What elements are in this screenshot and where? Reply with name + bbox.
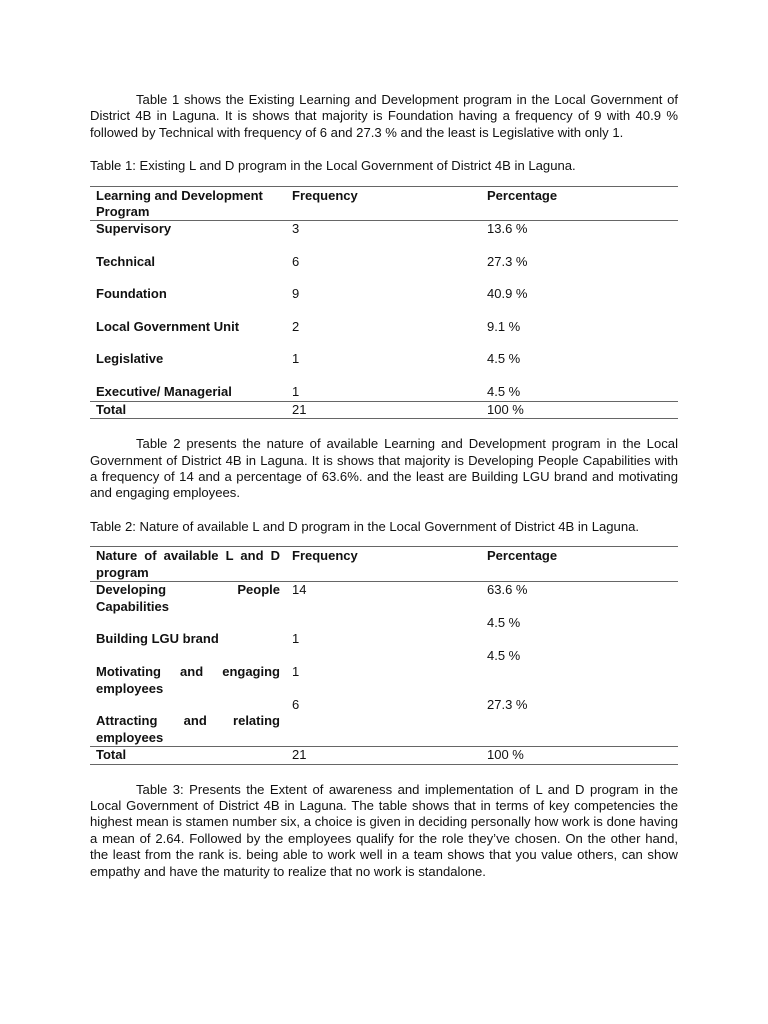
table1-row-percentage: 4.5 % [487, 351, 521, 367]
table1-row-label: Executive/ Managerial [96, 384, 232, 400]
paragraph-table2-intro: Table 2 presents the nature of available Learning and Development program in the Local Government of District 4B in Laguna. It is shows that majority is Developing People Capabilities with a frequency of 14 and a percentage of 63.6%. and the least are Building LGU brand and motivating and engaging employees. [90, 436, 678, 501]
table2-header-row [90, 547, 678, 582]
table2-label: Developing People Capabilities [96, 582, 280, 614]
table-row [90, 582, 678, 747]
table2-percentage: 63.6 % [487, 582, 528, 598]
table1-row-label: Technical [96, 254, 156, 270]
table2-header-nature: Nature of available L and D program [90, 547, 286, 582]
table2-frequency: 1 [292, 631, 300, 647]
table1-row-frequency: 1 [292, 384, 300, 400]
table2-total-percentage: 100 % [481, 747, 678, 764]
table2-percentage: 4.5 % [487, 648, 521, 664]
table1-total-percentage: 100 % [481, 401, 678, 418]
table1-row-frequency: 3 [292, 221, 300, 237]
table2-label: Attracting and relating employees [96, 713, 280, 745]
table1-row-frequency: 6 [292, 254, 300, 270]
table2 [90, 546, 678, 764]
table1-row-label: Local Government Unit [96, 319, 240, 335]
table1-row-percentage: 13.6 % [487, 221, 528, 237]
table-row [90, 221, 678, 255]
table-row [90, 384, 678, 401]
table2-col3-cell [481, 582, 678, 747]
table1-header-percentage: Percentage [481, 186, 678, 221]
table2-label: Building LGU brand [96, 631, 219, 647]
table2-caption: Table 2: Nature of available L and D program in the Local Government of District 4B in Laguna. [90, 518, 640, 534]
table-row [90, 351, 678, 384]
table1-total-label: Total [90, 401, 286, 418]
table1-total-frequency: 21 [286, 401, 481, 418]
paragraph-table1-intro: Table 1 shows the Existing Learning and Development program in the Local Government of District 4B in Laguna. It is shows that majority is Foundation having a frequency of 9 with 40.9 % followed by Technical with frequency of 6 and 27.3 % and the least is Legislative with only 1. [90, 92, 678, 140]
table1-row-label: Foundation [96, 286, 167, 302]
table1-total-row [90, 401, 678, 418]
table1-row-frequency: 2 [292, 319, 300, 335]
table2-frequency: 1 [292, 664, 300, 680]
table2-header-frequency: Frequency [286, 547, 481, 582]
document-page [90, 92, 678, 880]
table2-frequency: 14 [292, 582, 307, 598]
table-row [90, 286, 678, 319]
table1-row-percentage: 9.1 % [487, 319, 521, 335]
table2-percentage: 27.3 % [487, 697, 528, 713]
table2-percentage: 4.5 % [487, 615, 521, 631]
table1-row-label: Supervisory [96, 221, 172, 237]
table2-total-label: Total [90, 747, 286, 764]
paragraph-table3-intro: Table 3: Presents the Extent of awareness and implementation of L and D program in the Local Government of District 4B in Laguna. The table shows that in terms of key competencies the highest mean is stamen number six, a choice is given in deciding personally how work is done having a mean of 2.64. Followed by the employees qualify for the role they’ve chosen. On the other hand, the least from the rank is. being able to work well in a team shows that you value others, can show empathy and have the maturity to realize that no work is standalone. [90, 781, 678, 879]
table1-row-percentage: 40.9 % [487, 286, 528, 302]
table1-row-percentage: 27.3 % [487, 254, 528, 270]
table2-total-row [90, 747, 678, 764]
table1-header-program: Learning and Development Program [90, 186, 286, 221]
table1-row-label: Legislative [96, 351, 164, 367]
table2-col1-cell [90, 582, 286, 747]
table2-header-percentage: Percentage [481, 547, 678, 582]
table1-caption: Table 1: Existing L and D program in the Local Government of District 4B in Laguna. [90, 158, 576, 174]
table2-col2-cell [286, 582, 481, 747]
table1-row-frequency: 1 [292, 351, 300, 367]
table1-row-percentage: 4.5 % [487, 384, 521, 400]
table1-header-row [90, 186, 678, 221]
table2-frequency: 6 [292, 697, 300, 713]
table2-total-frequency: 21 [286, 747, 481, 764]
table1-header-frequency: Frequency [286, 186, 481, 221]
table1 [90, 186, 678, 420]
table-row [90, 319, 678, 351]
table1-row-frequency: 9 [292, 286, 300, 302]
table2-label: Motivating and engaging employees [96, 664, 280, 696]
table-row [90, 254, 678, 286]
